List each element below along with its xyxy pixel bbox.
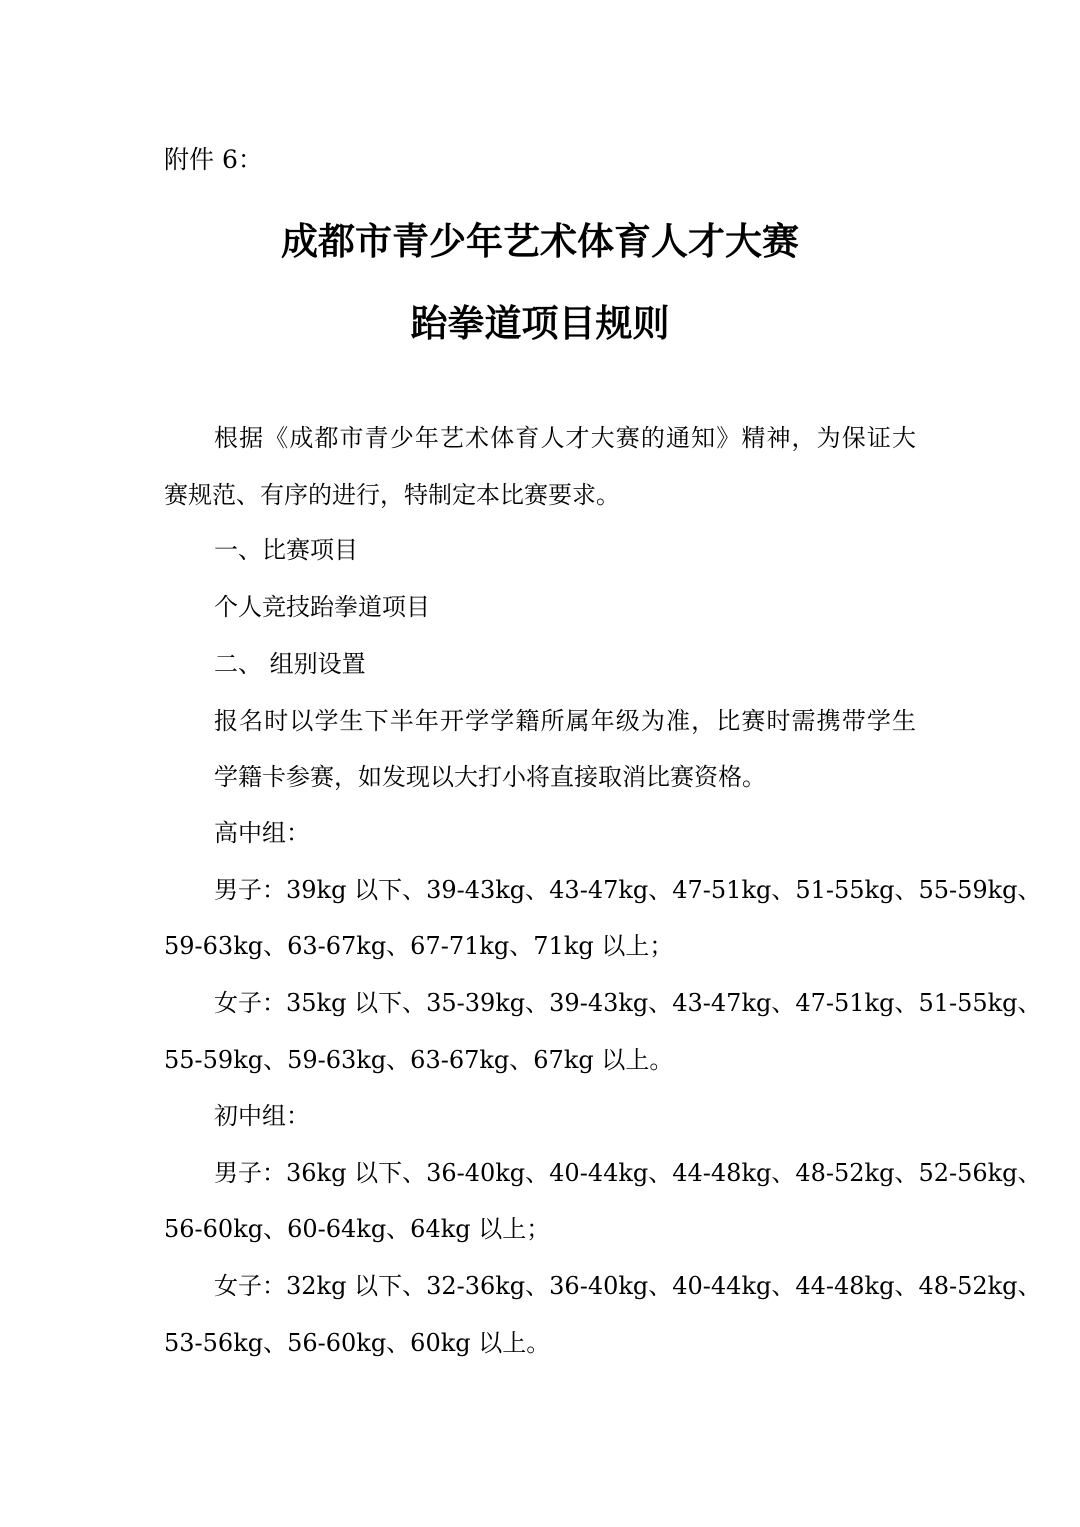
document-title-line2: 跆拳道项目规则 [410,302,670,345]
senior-male-line2: 59-63kg、63-67kg、67-71kg、71kg 以上； [164,932,674,960]
junior-female-line2: 53-56kg、56-60kg、60kg 以上。 [164,1329,551,1357]
section2-heading: 二、 组别设置 [214,650,366,678]
senior-female-line1: 女子：35kg 以下、35-39kg、39-43kg、43-47kg、47-51kg、51-55kg、 [214,989,1042,1017]
senior-female-line2: 55-59kg、59-63kg、63-67kg、67kg 以上。 [164,1046,674,1074]
registration-line2: 学籍卡参赛，如发现以大打小将直接取消比赛资格。 [214,763,766,791]
section1-item: 个人竞技跆拳道项目 [214,593,430,621]
intro-paragraph-line2: 赛规范、有序的进行，特制定本比赛要求。 [164,481,620,509]
document-title-line1: 成都市青少年艺术体育人才大赛 [281,220,799,263]
senior-male-line1: 男子：39kg 以下、39-43kg、43-47kg、47-51kg、51-55kg、55-59kg、 [214,876,1042,904]
registration-line1: 报名时以学生下半年开学学籍所属年级为准，比赛时需携带学生 [214,707,916,735]
section1-heading: 一、比赛项目 [214,536,358,564]
intro-paragraph-line1: 根据《成都市青少年艺术体育人才大赛的通知》精神，为保证大 [214,424,916,452]
senior-group-heading: 高中组： [214,819,310,847]
junior-group-heading: 初中组： [214,1102,310,1130]
junior-male-line1: 男子：36kg 以下、36-40kg、40-44kg、44-48kg、48-52kg、52-56kg、 [214,1159,1042,1187]
junior-male-line2: 56-60kg、60-64kg、64kg 以上； [164,1215,551,1243]
attachment-label: 附件 6： [164,145,263,174]
junior-female-line1: 女子：32kg 以下、32-36kg、36-40kg、40-44kg、44-48kg、48-52kg、 [214,1272,1042,1300]
